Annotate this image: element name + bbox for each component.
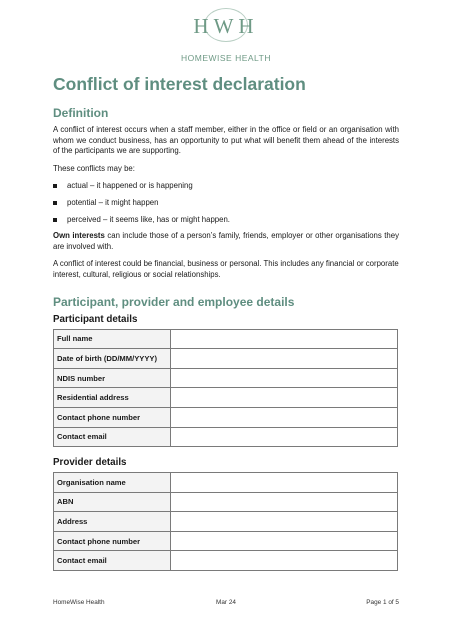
provider-details-table bbox=[53, 472, 398, 571]
logo bbox=[0, 8, 452, 63]
date-of-birth-field[interactable] bbox=[171, 349, 398, 369]
residential-address-field[interactable] bbox=[171, 388, 398, 408]
logo-letters: HWH bbox=[193, 14, 259, 38]
field-label: Contact email bbox=[54, 551, 171, 571]
organisation-name-field[interactable] bbox=[171, 473, 398, 493]
list-item-text: perceived – it seems like, has or might happen. bbox=[67, 214, 230, 224]
list-item-text: potential – it might happen bbox=[67, 197, 159, 207]
bullet-icon bbox=[53, 218, 57, 222]
participant-details-table bbox=[53, 329, 398, 448]
list-item bbox=[53, 181, 399, 192]
table-row bbox=[54, 388, 398, 408]
abn-field[interactable] bbox=[171, 492, 398, 512]
footer-organisation: HomeWise Health bbox=[53, 599, 105, 606]
bullet-icon bbox=[53, 201, 57, 205]
field-label: Contact phone number bbox=[54, 407, 171, 427]
provider-email-field[interactable] bbox=[171, 551, 398, 571]
own-interests-text: can include those of a person’s family, friends, employer or other organisations they are involved with. bbox=[53, 231, 399, 251]
table-row bbox=[54, 427, 398, 447]
table-row bbox=[54, 329, 398, 349]
financial-paragraph: A conflict of interest could be financial, business or personal. This includes any financial or corporate interest, cultural, religious or social relationships. bbox=[53, 259, 399, 279]
participant-phone-field[interactable] bbox=[171, 407, 398, 427]
definition-heading: Definition bbox=[53, 106, 109, 120]
own-interests-paragraph bbox=[53, 231, 399, 252]
field-label: ABN bbox=[54, 492, 171, 512]
list-item bbox=[53, 215, 399, 226]
field-label: Residential address bbox=[54, 388, 171, 408]
provider-phone-field[interactable] bbox=[171, 531, 398, 551]
footer-date: Mar 24 bbox=[216, 599, 236, 606]
logo-mark bbox=[186, 8, 266, 46]
table-row bbox=[54, 407, 398, 427]
table-row bbox=[54, 368, 398, 388]
table-row bbox=[54, 492, 398, 512]
list-item bbox=[53, 198, 399, 209]
field-label: Date of birth (DD/MM/YYYY) bbox=[54, 349, 171, 369]
field-label: Full name bbox=[54, 329, 171, 349]
conflict-types-list bbox=[53, 181, 399, 225]
provider-address-field[interactable] bbox=[171, 512, 398, 532]
page-title: Conflict of interest declaration bbox=[53, 74, 306, 94]
table-row bbox=[54, 473, 398, 493]
list-item-text: actual – it happened or is happening bbox=[67, 181, 193, 191]
provider-details-heading: Provider details bbox=[53, 457, 127, 469]
table-row bbox=[54, 512, 398, 532]
details-heading: Participant, provider and employee details bbox=[53, 294, 295, 309]
definition-intro: A conflict of interest occurs when a staff member, either in the office or field or an organisation with whom we conduct business, has an opportunity to put what will benefit them ahead of the interests of the participants we are supporting. bbox=[53, 125, 399, 156]
page-footer bbox=[53, 599, 399, 611]
footer-page-number: Page 1 of 5 bbox=[366, 599, 399, 606]
table-row bbox=[54, 551, 398, 571]
conflicts-may-be: These conflicts may be: bbox=[53, 163, 135, 173]
own-interests-term: Own interests bbox=[53, 231, 105, 241]
logo-name: HOMEWISE HEALTH bbox=[181, 53, 271, 63]
table-row bbox=[54, 349, 398, 369]
field-label: Contact email bbox=[54, 427, 171, 447]
table-row bbox=[54, 531, 398, 551]
participant-details-heading: Participant details bbox=[53, 313, 138, 325]
field-label: Contact phone number bbox=[54, 531, 171, 551]
bullet-icon bbox=[53, 184, 57, 188]
participant-email-field[interactable] bbox=[171, 427, 398, 447]
ndis-number-field[interactable] bbox=[171, 368, 398, 388]
full-name-field[interactable] bbox=[171, 329, 398, 349]
field-label: Address bbox=[54, 512, 171, 532]
field-label: Organisation name bbox=[54, 473, 171, 493]
document-body bbox=[53, 74, 399, 581]
field-label: NDIS number bbox=[54, 368, 171, 388]
